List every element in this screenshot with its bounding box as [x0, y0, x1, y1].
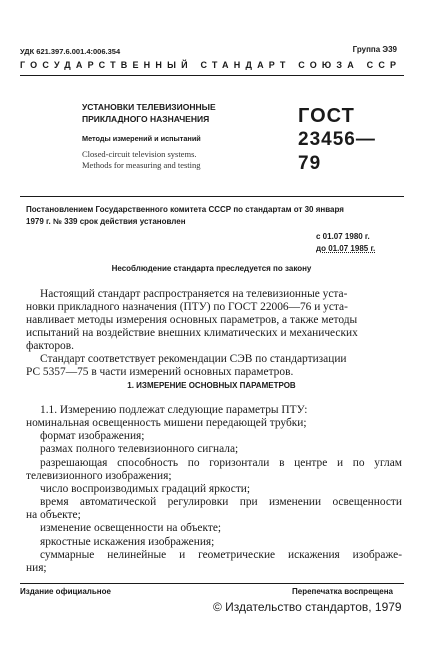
- title-rule: [20, 196, 404, 197]
- list-item: яркостные искажения изображения;: [40, 535, 215, 548]
- list-item: время автоматической регулировки при изменении освещенности: [40, 496, 402, 509]
- decree-text: [26, 204, 404, 228]
- list-item: формат изображения;: [40, 430, 145, 443]
- valid-to: до 01.07 1985 г.: [316, 244, 376, 253]
- title-block: [82, 101, 252, 171]
- state-standard-title: ГОСУДАРСТВЕННЫЙ СТАНДАРТ СОЮЗА ССР: [20, 60, 402, 70]
- gost-label: ГОСТ: [298, 105, 355, 127]
- section-1-heading: 1. ИЗМЕРЕНИЕ ОСНОВНЫХ ПАРАМЕТРОВ: [127, 381, 296, 390]
- list-item: номинальная освещенность мишени передающей трубки;: [26, 417, 307, 430]
- title-en-line1: Closed-circuit television systems.: [82, 149, 197, 159]
- validity-dates: [316, 231, 375, 255]
- decree-line1: Постановлением Государственного комитета СССР по стандартам от 30 января: [26, 205, 344, 214]
- list-item: размах полного телевизионного сигнала;: [40, 443, 239, 456]
- intro-p2-line2: РС 5357—75 в части измерений основных параметров.: [26, 366, 294, 379]
- title-ru-line2: ПРИКЛАДНОГО НАЗНАЧЕНИЯ: [82, 114, 210, 124]
- title-ru-line1: УСТАНОВКИ ТЕЛЕВИЗИОННЫЕ: [82, 102, 216, 112]
- list-item: число воспроизводимых градаций яркости;: [40, 482, 251, 495]
- intro-p1-line5: факторов.: [26, 340, 74, 353]
- udk-code: УДК 621.397.6.001.4:006.354: [20, 47, 121, 56]
- intro-paragraph-2: [26, 353, 402, 379]
- gost-number: 23456—79: [298, 129, 376, 174]
- title-en-line2: Methods for measuring and testing: [82, 160, 201, 170]
- list-item: на объекте;: [26, 509, 81, 522]
- intro-p1-line4: испытаний на воздействие внешних климатических и механических: [26, 327, 358, 340]
- violation-notice: Несоблюдение стандарта преследуется по закону: [111, 264, 312, 273]
- header-rule: [20, 75, 404, 76]
- list-item: ния;: [26, 561, 47, 574]
- valid-from: с 01.07 1980 г.: [316, 232, 370, 241]
- list-item: 1.1. Измерению подлежат следующие параметры ПТУ:: [40, 404, 308, 416]
- copyright: © Издательство стандартов, 1979: [213, 600, 402, 614]
- decree-line2: 1979 г. № 339 срок действия установлен: [26, 217, 186, 226]
- official-edition: Издание официальное: [20, 587, 111, 596]
- footer-rule: [20, 583, 404, 584]
- intro-p1-line3: навливает методы измерения основных параметров, а также методы: [26, 314, 358, 327]
- list-item: суммарные нелинейные и геометрические искажения изображе-: [40, 548, 402, 561]
- title-ru-subtitle: Методы измерений и испытаний: [82, 134, 201, 143]
- reprint-notice: Перепечатка воспрещена: [292, 587, 393, 596]
- list-item: изменение освещенности на объекте;: [40, 522, 222, 535]
- intro-p1-line1: Настоящий стандарт распространяется на телевизионные уста-: [40, 288, 348, 300]
- intro-paragraph-1: [26, 288, 402, 353]
- list-item: разрешающая способность по горизонтали в центре и по углам: [40, 456, 402, 469]
- intro-p2-line1: Стандарт соответствует рекомендации СЭВ по стандартизации: [40, 353, 347, 365]
- list-item: телевизионного изображения;: [26, 469, 172, 482]
- gost-designation: [298, 104, 388, 176]
- intro-p1-line2: новки прикладного назначения (ПТУ) по ГОСТ 22006—76 и уста-: [26, 301, 348, 314]
- group-code: Группа Э39: [352, 45, 397, 54]
